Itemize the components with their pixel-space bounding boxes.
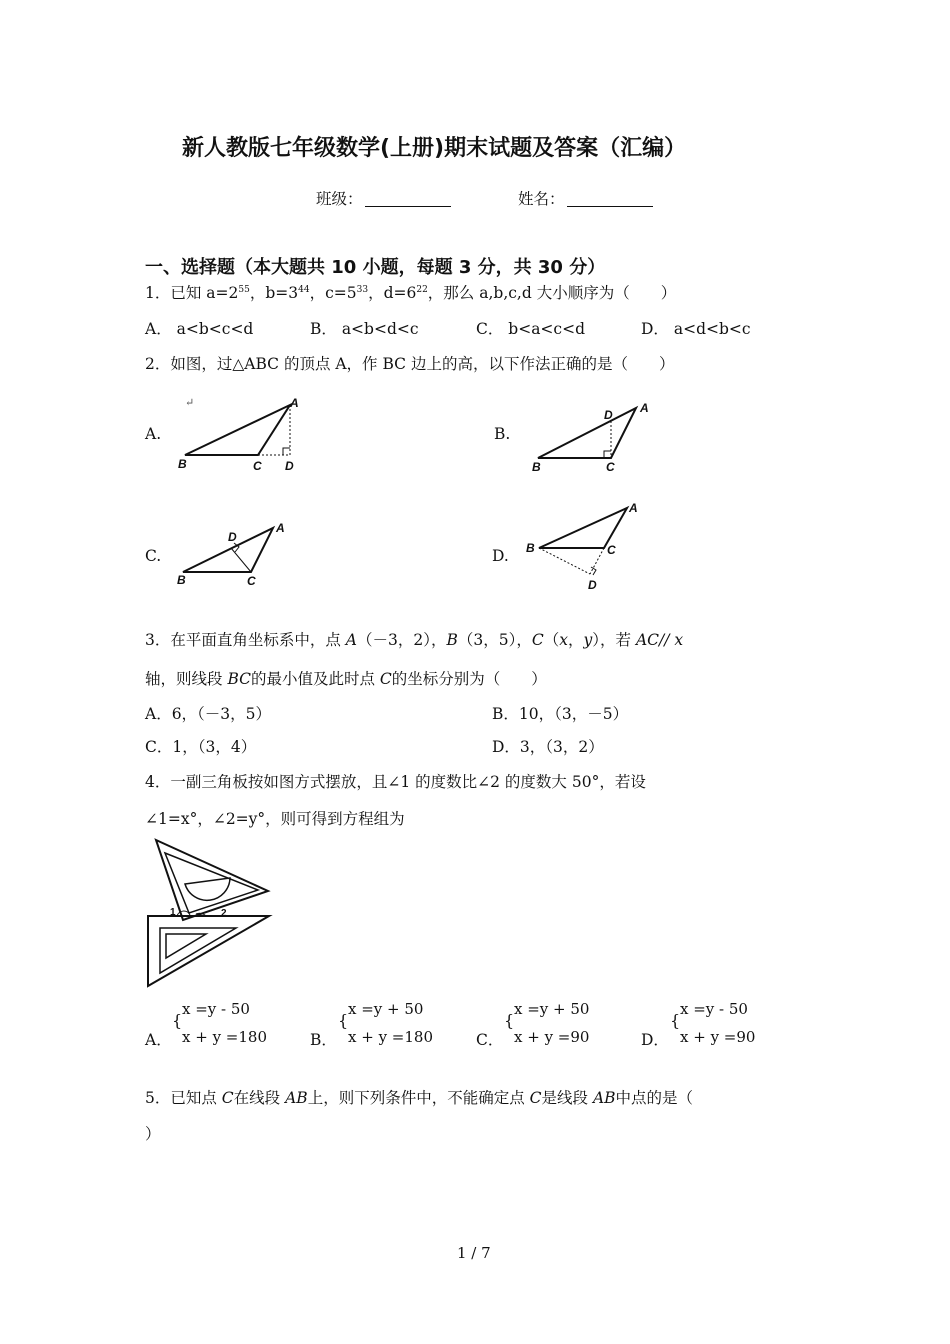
q3-text: （－3，2）， <box>357 631 447 649</box>
point-a-label: A <box>640 401 649 415</box>
q3-text: （ <box>543 631 560 649</box>
q2-figure-c <box>172 516 302 590</box>
return-mark-icon: ↵ <box>185 396 195 409</box>
q2-figure-d <box>522 496 652 594</box>
brace-icon: { <box>172 1011 183 1030</box>
q1-text: ，d=6 <box>368 284 417 302</box>
class-blank <box>365 190 451 207</box>
point-d-label: D <box>285 459 294 473</box>
question-1 <box>145 281 676 303</box>
equation-1: x =y - 50 <box>182 1000 250 1018</box>
q5-var: C <box>221 1089 234 1107</box>
q2-figure-b <box>528 394 668 476</box>
q3-text: ， <box>568 631 584 649</box>
q5-text: 在线段 <box>233 1089 286 1107</box>
point-d-label: D <box>228 530 237 544</box>
page-title: 新人教版七年级数学(上册)期末试题及答案（汇编） <box>182 136 687 161</box>
q2-figure-a <box>170 394 310 476</box>
q4-option-c-label: C． <box>476 1031 504 1049</box>
altitude-line <box>231 548 251 572</box>
q3-text: 的最小值及此时点 <box>250 670 380 688</box>
q5-text: 中点的是（ <box>615 1089 694 1107</box>
altitude-line <box>590 548 604 574</box>
q1-text: ，那么 a,b,c,d 大小顺序为（ ） <box>427 284 677 302</box>
q5-var: AB <box>592 1089 616 1107</box>
triangle-abc <box>538 408 636 458</box>
name-blank <box>567 190 653 207</box>
angle-2-label: 2 <box>221 908 227 919</box>
point-a-label: A <box>276 521 285 535</box>
point-c-label: C <box>253 459 262 473</box>
q3-var: BC <box>227 670 251 688</box>
q2-option-c-label: C. <box>145 547 162 565</box>
q1-option-a: A． a<b<c<d <box>145 320 254 338</box>
section-heading: 一、选择题（本大题共 10 小题，每题 3 分，共 30 分） <box>145 257 606 278</box>
question-2: 2．如图，过△ABC 的顶点 A，作 BC 边上的高，以下作法正确的是（ ） <box>145 355 675 373</box>
question-5-line-1 <box>145 1086 693 1108</box>
triangle-abc <box>185 405 290 455</box>
q3-text: ），若 <box>592 631 636 649</box>
equation-2: x + y =180 <box>348 1028 434 1046</box>
q5-text: 是线段 <box>541 1089 593 1107</box>
q5-text: 上，则下列条件中，不能确定点 <box>307 1089 530 1107</box>
q1-exp: 33 <box>356 285 369 295</box>
brace-icon: { <box>338 1011 349 1030</box>
point-c-label: C <box>606 460 615 474</box>
page-number: 1 / 7 <box>457 1244 491 1262</box>
q1-text: ，c=5 <box>309 284 357 302</box>
q4-option-d-label: D． <box>641 1031 669 1049</box>
q3-option-a: A．6，（－3，5） <box>145 705 272 723</box>
q3-var: y <box>583 631 593 649</box>
upper-set-square-inner <box>165 853 258 913</box>
q2-option-b-label: B. <box>494 425 511 443</box>
point-d-label: D <box>604 408 613 422</box>
triangle-cutout <box>166 934 206 958</box>
equation-2: x + y =90 <box>514 1028 590 1046</box>
class-field <box>316 187 451 209</box>
q5-text: 5．已知点 <box>145 1089 222 1107</box>
q5-var: C <box>529 1089 542 1107</box>
q1-option-c: C． b<a<c<d <box>476 320 586 338</box>
q1-option-d: D． a<d<b<c <box>641 320 751 338</box>
right-angle-mark <box>591 567 596 575</box>
q2-option-a-label: A. <box>145 425 162 443</box>
angle-1-label: 1 <box>170 907 176 918</box>
point-b-label: B <box>532 460 541 474</box>
q3-text: 轴，则线段 <box>145 670 228 688</box>
semicircle-cutout <box>185 878 230 900</box>
extension-line <box>539 548 590 574</box>
q3-text: 3．在平面直角坐标系中，点 <box>145 631 346 649</box>
q1-text: ，b=3 <box>249 284 299 302</box>
brace-icon: { <box>670 1011 681 1030</box>
point-b-label: B <box>178 457 187 471</box>
q3-var: B <box>446 631 458 649</box>
q3-text: 的坐标分别为（ ） <box>391 670 547 688</box>
point-b-label: B <box>526 541 535 555</box>
question-3-line-2 <box>145 667 547 689</box>
equation-1: x =y + 50 <box>348 1000 424 1018</box>
equation-2: x + y =90 <box>680 1028 756 1046</box>
question-4-line-1: 4．一副三角板按如图方式摆放，且∠1 的度数比∠2 的度数大 50°，若设 <box>145 773 646 791</box>
name-field <box>518 187 653 209</box>
q1-option-b: B． a<b<d<c <box>310 320 419 338</box>
q3-var: x <box>674 631 684 649</box>
q4-set-squares-figure <box>140 836 280 992</box>
point-c-label: C <box>247 574 256 588</box>
q3-var: A <box>345 631 357 649</box>
q1-exp: 22 <box>416 285 428 295</box>
point-c-label: C <box>607 543 616 557</box>
question-3-line-1 <box>145 628 683 650</box>
q3-var: C <box>379 670 392 688</box>
point-a-label: A <box>290 396 299 410</box>
right-angle-mark <box>604 451 611 458</box>
equation-2: x + y =180 <box>182 1028 268 1046</box>
equation-1: x =y - 50 <box>680 1000 748 1018</box>
question-5-line-2: ） <box>145 1125 161 1143</box>
q2-option-d-label: D. <box>492 547 509 565</box>
q4-option-a-label: A． <box>145 1031 172 1049</box>
point-a-label: A <box>629 501 638 515</box>
q1-exp: 44 <box>298 285 310 295</box>
brace-icon: { <box>504 1011 515 1030</box>
q5-var: AB <box>285 1089 308 1107</box>
class-label: 班级： <box>316 190 363 208</box>
q1-text: 1．已知 a=2 <box>145 284 239 302</box>
q1-exp: 55 <box>238 285 250 295</box>
equation-1: x =y + 50 <box>514 1000 590 1018</box>
q3-option-b: B．10，（3，－5） <box>492 705 629 723</box>
q3-var: x <box>559 631 568 649</box>
name-label: 姓名： <box>518 190 565 208</box>
q3-text: // <box>659 631 675 649</box>
triangle-abc <box>539 508 627 548</box>
question-4-line-2: ∠1=x°，∠2=y°，则可得到方程组为 <box>145 810 405 828</box>
q3-var: AC <box>635 631 660 649</box>
point-d-label: D <box>588 578 597 592</box>
point-b-label: B <box>177 573 186 587</box>
q3-option-d: D．3，（3，2） <box>492 738 604 756</box>
q3-option-c: C．1，（3，4） <box>145 738 257 756</box>
q4-option-b-label: B． <box>310 1031 337 1049</box>
q3-var: C <box>531 631 544 649</box>
q3-text: （3，5）， <box>457 631 532 649</box>
right-angle-mark <box>283 448 290 455</box>
